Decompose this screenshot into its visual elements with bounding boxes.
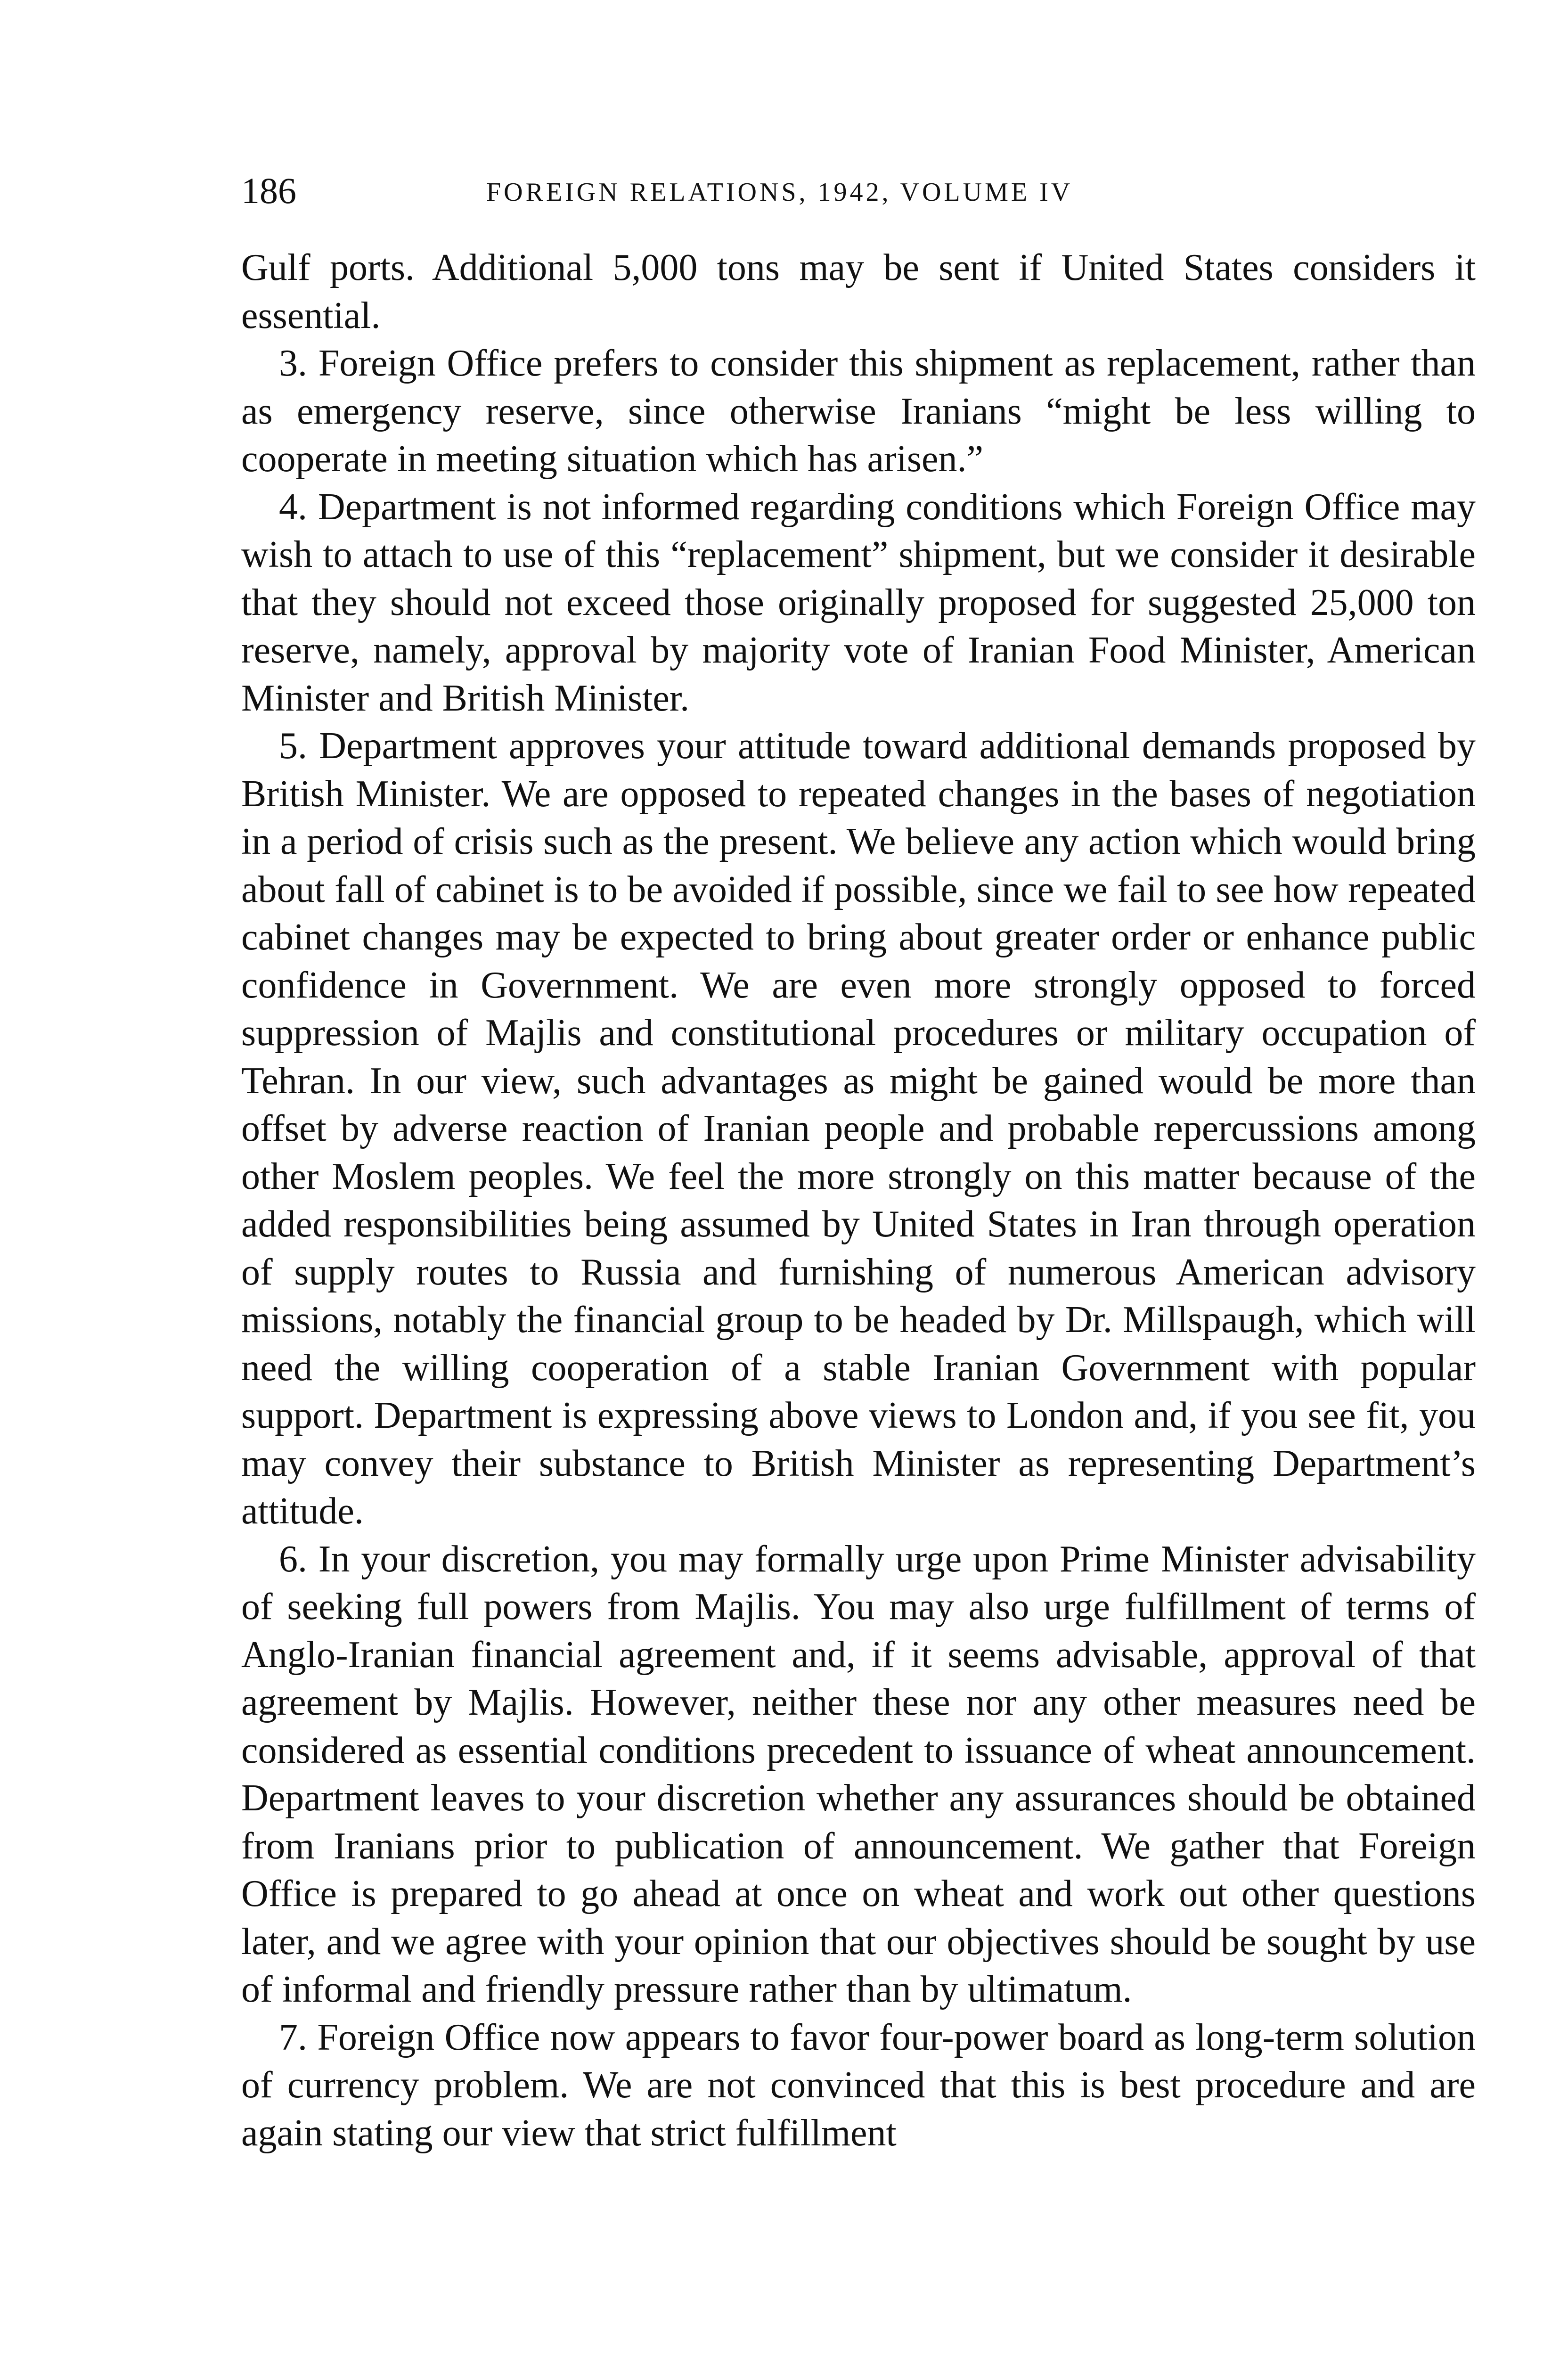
page-number: 186 xyxy=(241,170,296,211)
paragraph-4: 4. Department is not informed regarding conditions which Foreign Office may wish to attach to use of this “replacement” shipment, but we consider it desirable that they should not exceed those originally proposed for suggested 25,000 ton reserve, namely, approval by majority vote of Iranian Food Minister, American Minister and British Minister. xyxy=(241,486,1476,719)
paragraph-continuation: Gulf ports. Additional 5,000 tons may be sent if United States considers it essential. xyxy=(241,247,1476,336)
paragraph-3: 3. Foreign Office prefers to consider this shipment as replacement, rather than as emergency reserve, since otherwise Iranians “might be less willing to cooperate in meeting situation which has arisen.” xyxy=(241,343,1476,480)
running-head: FOREIGN RELATIONS, 1942, VOLUME IV xyxy=(486,178,1073,207)
body-text xyxy=(241,244,1476,2356)
paragraph-7: 7. Foreign Office now appears to favor four-power board as long-term solution of currency problem. We are not convinced that this is best procedure and are again stating our view that strict fulfillment xyxy=(241,2016,1476,2154)
paragraph-6: 6. In your discretion, you may formally urge upon Prime Minister advisability of seeking full powers from Majlis. You may also urge fulfillment of terms of Anglo-Iranian financial agreement and, if it seems advisable, approval of that agreement by Majlis. However, neither these nor any other measures need be considered as essential conditions precedent to issuance of wheat announcement. Department leaves to your discretion whether any assurances should be obtained from Iranians prior to publication of announcement. We gather that Foreign Office is prepared to go ahead at once on wheat and work out other questions later, and we agree with your opinion that our objectives should be sought by use of informal and friendly pressure rather than by ultimatum. xyxy=(241,1538,1476,2010)
page-header xyxy=(241,170,1212,212)
paragraph-5: 5. Department approves your attitude toward additional demands proposed by British Minister. We are opposed to repeated changes in the bases of negotiation in a period of crisis such as the present. We believe any action which would bring about fall of cabinet is to be avoided if possible, since we fail to see how repeated cabinet changes may be expected to bring about greater order or enhance public confidence in Government. We are even more strongly opposed to forced suppression of Majlis and constitutional procedures or military occupation of Tehran. In our view, such advantages as might be gained would be more than offset by adverse reaction of Iranian people and probable repercussions among other Moslem peoples. We feel the more strongly on this matter because of the added responsibilities being assumed by United States in Iran through operation of supply routes to Russia and furnishing of numerous American advisory missions, notably the financial group to be headed by Dr. Millspaugh, which will need the willing cooperation of a stable Iranian Government with popular support. Department is expressing above views to London and, if you see fit, you may convey their substance to British Minister as representing Department’s attitude. xyxy=(241,725,1476,1532)
